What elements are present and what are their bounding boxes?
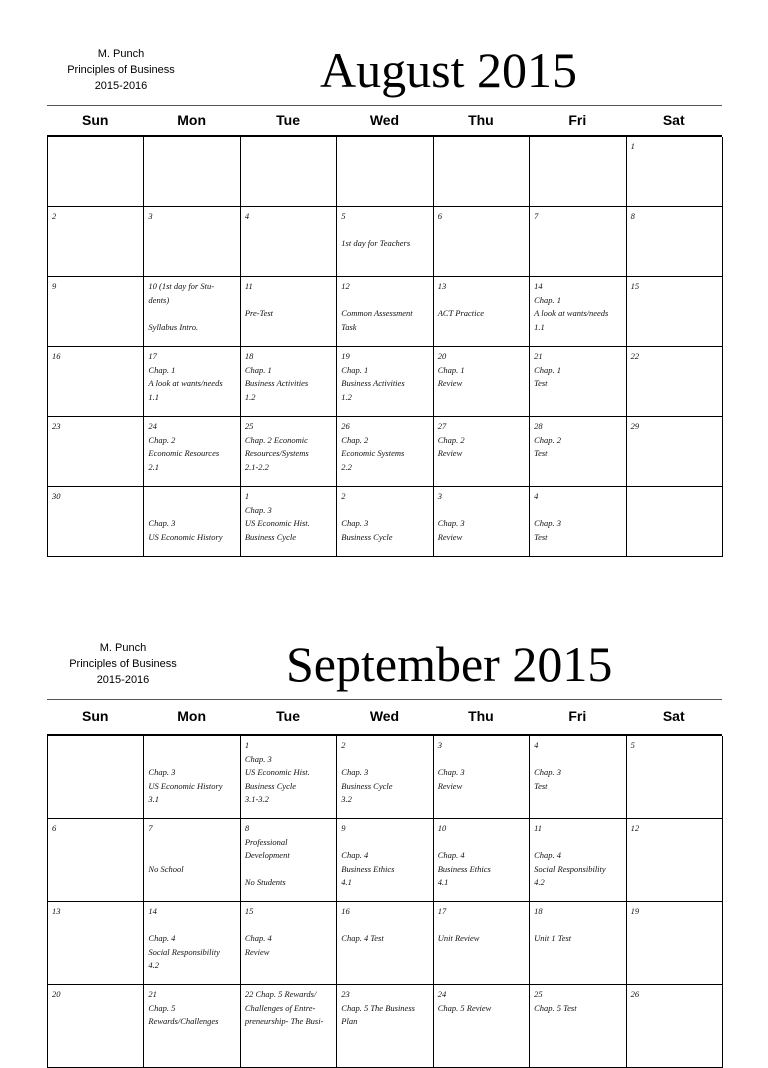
day-cell — [144, 902, 240, 985]
day-note: No Students — [244, 877, 286, 887]
day-note: 4.2 — [148, 960, 160, 970]
day-note: 1.2 — [341, 391, 352, 402]
day-note: Chap. 1 — [244, 364, 272, 375]
day-note: dents) — [148, 294, 170, 305]
day-note: A look at wants/needs — [148, 378, 223, 388]
header-rule — [47, 105, 722, 106]
day-cell — [241, 417, 337, 487]
day-cell — [434, 819, 530, 902]
day-note: US Economic Hist. — [244, 518, 310, 528]
day-note: 4.1 — [341, 877, 352, 887]
school-year: 2015-2016 — [94, 80, 148, 92]
day-number: 15 — [630, 281, 640, 291]
day-number: 2 — [341, 740, 346, 750]
day-note: Test — [534, 448, 548, 458]
day-note — [341, 919, 428, 933]
day-note: preneurship- The Busi- — [244, 1016, 324, 1026]
day-cell — [337, 736, 433, 819]
weekday-sat: Sat — [662, 112, 685, 128]
day-note: Chap. 3 — [244, 753, 272, 764]
day-note: Chap. 5 Review — [437, 1002, 492, 1013]
day-note: Economic Resources — [148, 448, 220, 458]
day-cell — [241, 985, 337, 1068]
day-note: Chap. 3 — [437, 518, 465, 528]
day-note: ACT Practice — [437, 308, 485, 318]
day-note: Chap. 3 — [534, 767, 562, 777]
day-number: 23 — [52, 421, 61, 431]
day-cell — [48, 137, 144, 207]
calendar-grid — [47, 736, 723, 1068]
day-note: Chap. 4 Test — [341, 933, 384, 943]
day-number: 16 — [341, 906, 350, 916]
day-note: Test — [534, 780, 548, 791]
day-cell — [627, 487, 723, 557]
day-number: 17 — [148, 351, 157, 361]
day-number: 3 — [148, 211, 153, 221]
day-note: Review — [437, 378, 463, 388]
day-cell — [144, 736, 240, 819]
day-number: 7 — [148, 823, 153, 833]
day-number: 3 — [437, 491, 442, 501]
day-cell — [627, 819, 723, 902]
weekday-mon: Mon — [177, 112, 207, 128]
day-note: Chap. 2 — [534, 434, 562, 445]
day-number: 20 — [52, 989, 61, 999]
day-cell — [144, 487, 240, 557]
day-number: 19 — [630, 906, 640, 916]
school-year: 2015-2016 — [96, 674, 150, 686]
day-number: 6 — [437, 211, 442, 221]
calendar-grid — [47, 137, 723, 557]
weekday-sat: Sat — [662, 708, 685, 724]
day-cell — [337, 417, 433, 487]
day-number: 17 — [437, 906, 447, 916]
weekday-tue: Tue — [276, 708, 300, 724]
day-cell — [144, 277, 240, 347]
day-cell — [144, 207, 240, 277]
day-number: 25 — [534, 989, 543, 999]
day-cell — [530, 736, 626, 819]
day-number: 1 — [244, 740, 250, 750]
day-cell — [48, 277, 144, 347]
weekday-wed: Wed — [369, 112, 400, 128]
day-cell — [337, 902, 433, 985]
day-cell — [627, 347, 723, 417]
day-cell — [48, 902, 144, 985]
day-note: 2.1 — [148, 461, 160, 472]
day-note: Chap. 2 — [437, 434, 465, 445]
weekday-tue: Tue — [276, 112, 300, 128]
day-note: No School — [148, 863, 184, 874]
day-note: Development — [244, 850, 290, 860]
day-number: 21 — [534, 351, 543, 361]
day-cell — [627, 902, 723, 985]
day-cell — [48, 736, 144, 819]
teacher-name: M. Punch — [97, 48, 145, 60]
day-note: 1.2 — [244, 391, 256, 402]
day-note: Chap. 3 — [341, 518, 369, 528]
day-cell — [337, 985, 433, 1068]
day-note — [245, 919, 332, 933]
day-note — [438, 836, 525, 850]
day-number: 12 — [630, 823, 640, 833]
day-note: Social Responsibility — [148, 946, 220, 957]
day-note — [341, 504, 428, 518]
day-number: 30 — [52, 491, 61, 501]
day-note: 3.1-3.2 — [244, 794, 269, 804]
day-cell — [48, 487, 144, 557]
day-note: Chap. 4 — [148, 933, 176, 943]
day-number: 4 — [534, 740, 539, 750]
day-note: Rewards/Challenges — [148, 1016, 219, 1026]
weekday-header — [47, 108, 722, 132]
day-number: 1 — [244, 491, 250, 501]
day-number: 5 — [630, 740, 635, 750]
day-number: 28 — [534, 421, 543, 431]
day-cell — [530, 207, 626, 277]
day-cell — [241, 347, 337, 417]
weekday-wed: Wed — [369, 708, 400, 724]
day-number: 4 — [244, 211, 250, 221]
day-cell — [434, 985, 530, 1068]
day-cell — [627, 277, 723, 347]
day-note — [245, 863, 332, 877]
day-note: Business Ethics — [341, 863, 395, 874]
day-note: Business Cycle — [341, 531, 393, 542]
day-note: Chap. 5 — [148, 1002, 176, 1013]
weekday-thu: Thu — [468, 708, 494, 724]
day-cell — [337, 207, 433, 277]
day-note: Chap. 3 — [244, 504, 272, 515]
day-note — [148, 307, 235, 321]
weekday-fri: Fri — [568, 708, 587, 724]
day-note: Test — [534, 378, 548, 388]
day-note: Chap. 2 Economic — [244, 434, 308, 445]
day-note — [148, 836, 235, 850]
day-note: Resources/Systems — [244, 448, 309, 458]
day-number: 15 — [244, 906, 254, 916]
day-cell — [434, 277, 530, 347]
day-number: 22 Chap. 5 Rewards/ — [244, 989, 317, 999]
weekday-mon: Mon — [177, 708, 207, 724]
day-number: 27 — [437, 421, 447, 431]
day-cell — [530, 277, 626, 347]
day-cell — [434, 902, 530, 985]
day-note — [341, 836, 428, 850]
day-cell — [337, 487, 433, 557]
day-cell — [530, 902, 626, 985]
day-cell — [241, 487, 337, 557]
day-cell — [530, 819, 626, 902]
day-number: 19 — [341, 351, 350, 361]
day-cell — [337, 347, 433, 417]
day-number: 25 — [244, 421, 254, 431]
day-number — [148, 490, 235, 504]
day-note — [148, 753, 235, 767]
day-number: 1 — [630, 141, 635, 151]
day-cell — [627, 417, 723, 487]
weekday-sun: Sun — [81, 112, 109, 128]
day-note: Chap. 1 — [534, 364, 562, 375]
day-number: 14 — [148, 906, 157, 916]
day-cell — [627, 985, 723, 1068]
day-number: 20 — [437, 351, 447, 361]
day-note: 2.1-2.2 — [244, 461, 269, 472]
day-cell — [434, 736, 530, 819]
day-cell — [241, 902, 337, 985]
day-cell — [530, 417, 626, 487]
day-note: Plan — [341, 1016, 358, 1026]
day-number: 9 — [52, 281, 57, 291]
day-number: 8 — [630, 211, 635, 221]
day-cell — [48, 207, 144, 277]
day-cell — [241, 207, 337, 277]
day-cell — [48, 985, 144, 1068]
day-number: 11 — [244, 281, 253, 291]
day-number: 2 — [52, 211, 57, 221]
day-note: Chap. 4 — [341, 850, 369, 860]
weekday-fri: Fri — [568, 112, 587, 128]
day-note: Unit Review — [437, 933, 480, 943]
day-note: Business Ethics — [437, 863, 491, 874]
day-note: Economic Systems — [341, 448, 405, 458]
day-note: US Economic Hist. — [244, 767, 310, 777]
day-number: 21 — [148, 989, 157, 999]
day-note — [534, 504, 621, 518]
day-number: 18 — [244, 351, 254, 361]
day-note: Task — [341, 321, 357, 332]
day-note: 4.2 — [534, 877, 545, 887]
day-number: 29 — [630, 421, 640, 431]
day-note — [534, 836, 621, 850]
course-info — [38, 640, 208, 688]
month-title: September 2015 — [286, 636, 613, 692]
day-note: A look at wants/needs — [534, 308, 609, 318]
day-note — [148, 919, 235, 933]
course-info — [36, 46, 206, 94]
course-name: Principles of Business — [69, 658, 177, 670]
day-note: Chap. 3 — [437, 767, 465, 777]
day-note — [534, 919, 621, 933]
header-rule — [47, 699, 722, 700]
day-note — [438, 294, 525, 308]
day-note — [245, 294, 332, 308]
day-cell — [434, 207, 530, 277]
day-note: Chap. 4 — [244, 933, 272, 943]
day-note: 1.1 — [534, 321, 545, 332]
day-note: Social Responsibility — [534, 863, 606, 874]
day-cell — [144, 985, 240, 1068]
day-cell — [627, 736, 723, 819]
day-note: Chap. 1 — [148, 364, 176, 375]
day-number: 11 — [534, 823, 543, 833]
day-cell — [241, 819, 337, 902]
day-cell — [337, 819, 433, 902]
day-cell — [48, 819, 144, 902]
day-note: Chap. 5 Test — [534, 1002, 577, 1013]
day-cell — [241, 137, 337, 207]
day-note: Challenges of Entre- — [244, 1002, 316, 1013]
day-cell — [434, 137, 530, 207]
day-number: 9 — [341, 823, 346, 833]
day-cell — [144, 347, 240, 417]
day-note: Professional — [244, 836, 288, 847]
day-note: Common Assessment — [341, 308, 413, 318]
day-note: Review — [437, 448, 463, 458]
day-note: Business Activities — [244, 378, 309, 388]
day-number: 13 — [437, 281, 447, 291]
day-note: Test — [534, 531, 548, 542]
day-number — [148, 739, 235, 753]
day-cell — [627, 207, 723, 277]
month-title: August 2015 — [320, 42, 577, 98]
teacher-name: M. Punch — [99, 642, 147, 654]
day-note — [438, 504, 525, 518]
day-number: 13 — [52, 906, 61, 916]
day-note: Business Cycle — [244, 780, 297, 791]
day-note — [438, 919, 525, 933]
day-note — [341, 294, 428, 308]
day-note: 2.2 — [341, 461, 352, 472]
day-number: 24 — [437, 989, 447, 999]
weekday-thu: Thu — [468, 112, 494, 128]
day-note — [534, 753, 621, 767]
day-number: 22 — [630, 351, 640, 361]
day-cell — [241, 736, 337, 819]
day-number: 8 — [244, 823, 250, 833]
day-note: Chap. 2 — [148, 434, 176, 445]
day-note: Chap. 1 — [437, 364, 465, 375]
weekday-sun: Sun — [81, 708, 109, 724]
day-cell — [144, 819, 240, 902]
day-note: 3.2 — [341, 794, 352, 804]
day-note — [438, 753, 525, 767]
day-note: Review — [437, 780, 463, 791]
day-note: Syllabus Intro. — [148, 321, 199, 332]
day-note: Review — [244, 946, 270, 957]
day-note — [148, 849, 235, 863]
day-cell — [48, 417, 144, 487]
day-cell — [434, 487, 530, 557]
day-note: Chap. 5 The Business — [341, 1002, 415, 1013]
day-note — [148, 504, 235, 518]
day-number: 10 (1st day for Stu- — [148, 281, 215, 291]
day-number: 26 — [630, 989, 640, 999]
day-number: 24 — [148, 421, 157, 431]
day-cell — [241, 277, 337, 347]
day-cell — [337, 137, 433, 207]
day-note: 1st day for Teachers — [341, 238, 411, 248]
day-note: Business Activities — [341, 378, 405, 388]
day-number: 2 — [341, 491, 346, 501]
day-number: 18 — [534, 906, 543, 916]
day-note: Business Cycle — [244, 531, 297, 542]
day-note: Pre-Test — [244, 308, 274, 318]
day-number: 16 — [52, 351, 61, 361]
day-number: 10 — [437, 823, 447, 833]
day-number: 26 — [341, 421, 350, 431]
course-name: Principles of Business — [67, 64, 175, 76]
day-cell — [144, 137, 240, 207]
day-note: 1.1 — [148, 391, 160, 402]
day-cell — [434, 417, 530, 487]
day-number: 7 — [534, 211, 539, 221]
day-cell — [530, 487, 626, 557]
day-cell — [530, 137, 626, 207]
day-cell — [144, 417, 240, 487]
day-note: Chap. 3 — [148, 767, 176, 777]
day-note: Business Cycle — [341, 780, 393, 791]
day-note: 3.1 — [148, 794, 160, 804]
day-note: 4.1 — [437, 877, 449, 887]
day-cell — [337, 277, 433, 347]
day-note: Chap. 4 — [437, 850, 465, 860]
day-note: Chap. 3 — [341, 767, 369, 777]
day-number: 6 — [52, 823, 57, 833]
day-note: Chap. 3 — [148, 518, 176, 528]
day-number: 3 — [437, 740, 442, 750]
day-cell — [48, 347, 144, 417]
day-number: 23 — [341, 989, 350, 999]
day-number: 5 — [341, 211, 346, 221]
day-number: 4 — [534, 491, 539, 501]
day-note: Chap. 1 — [534, 294, 562, 305]
day-cell — [627, 137, 723, 207]
day-note — [341, 753, 428, 767]
day-number: 12 — [341, 281, 350, 291]
day-cell — [434, 347, 530, 417]
day-note: Chap. 3 — [534, 518, 562, 528]
day-note: Chap. 2 — [341, 434, 369, 445]
day-note: Chap. 1 — [341, 364, 369, 375]
day-note: US Economic History — [148, 780, 223, 791]
day-note: Unit 1 Test — [534, 933, 572, 943]
weekday-header — [47, 704, 722, 728]
day-note: US Economic History — [148, 531, 223, 542]
day-cell — [530, 347, 626, 417]
day-note: Review — [437, 531, 463, 542]
day-note: Chap. 4 — [534, 850, 562, 860]
day-cell — [530, 985, 626, 1068]
day-note — [341, 224, 428, 238]
day-number: 14 — [534, 281, 543, 291]
